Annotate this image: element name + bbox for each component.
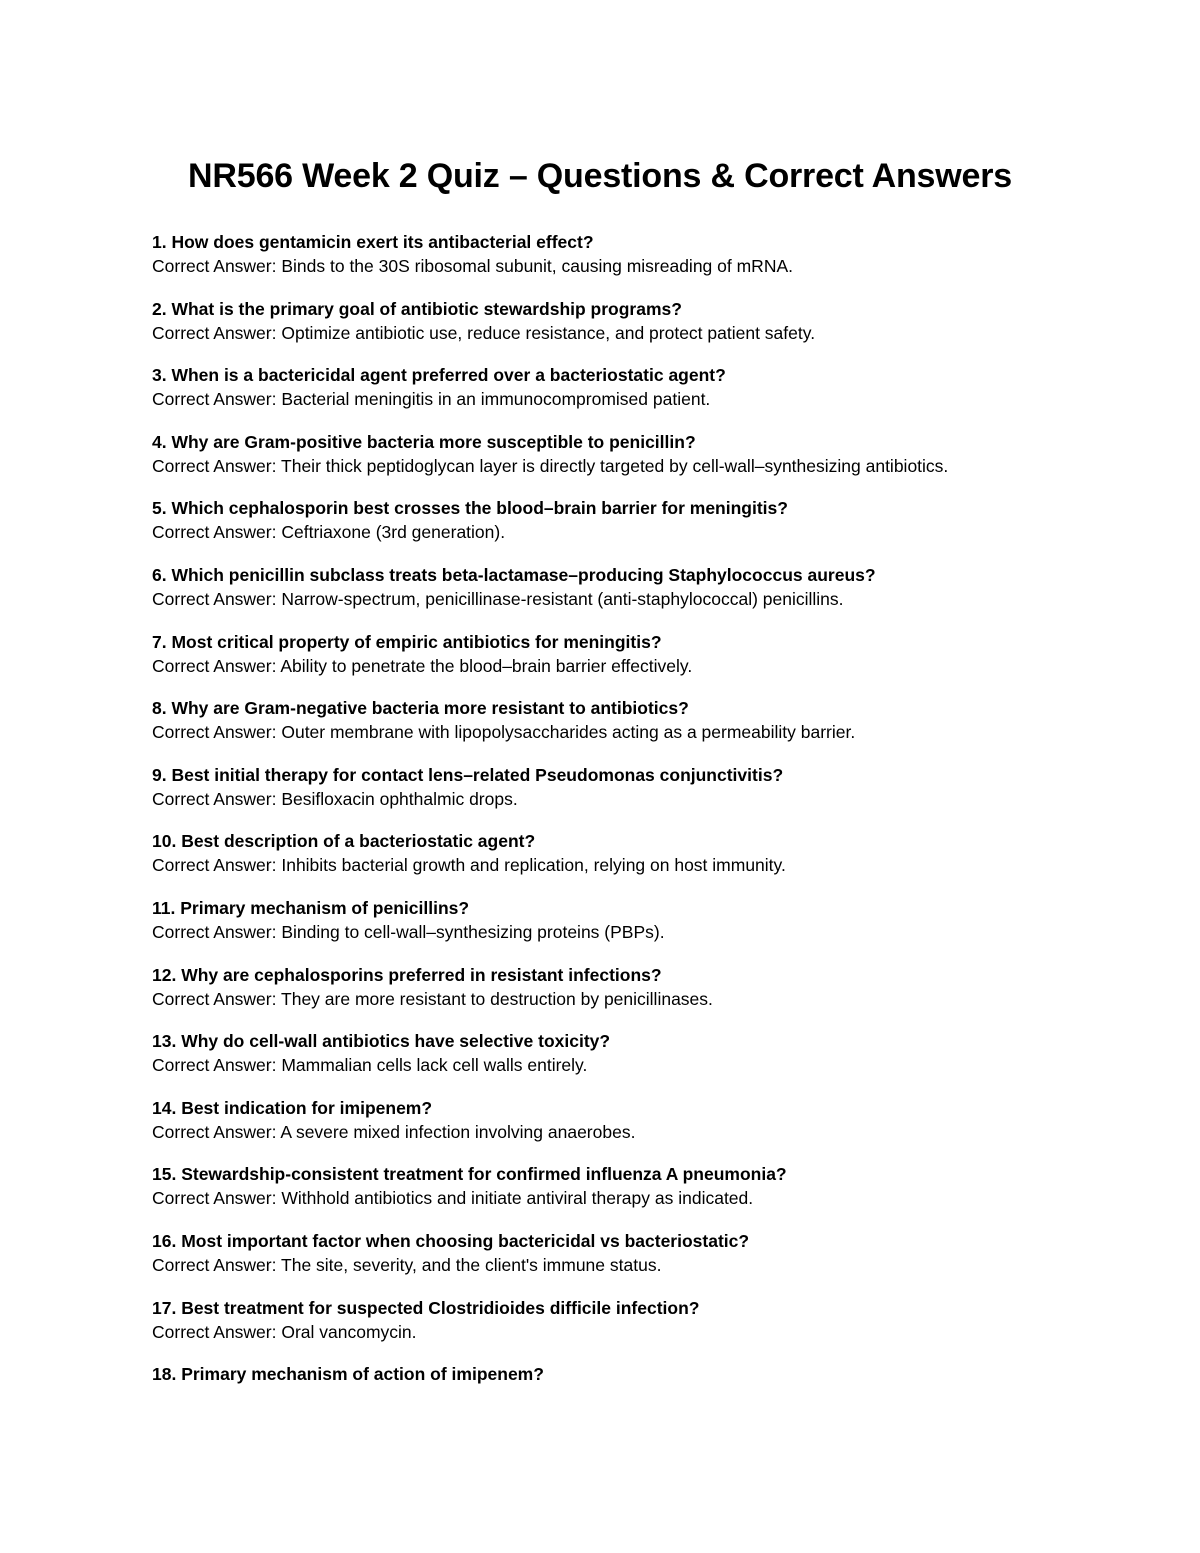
question-text: 17. Best treatment for suspected Clostridioides difficile infection?	[152, 1297, 700, 1318]
question-text: 9. Best initial therapy for contact lens–related Pseudomonas conjunctivitis?	[152, 764, 784, 785]
answer-text: Correct Answer: Outer membrane with lipopolysaccharides acting as a permeability barrier.	[152, 722, 856, 743]
answer-text: Correct Answer: Besifloxacin ophthalmic drops.	[152, 788, 518, 809]
answer-text: Correct Answer: Optimize antibiotic use, reduce resistance, and protect patient safety.	[152, 322, 816, 343]
question-text: 5. Which cephalosporin best crosses the blood–brain barrier for meningitis?	[152, 498, 788, 519]
answer-text: Correct Answer: Bacterial meningitis in an immunocompromised patient.	[152, 389, 711, 410]
answer-text: Correct Answer: Binding to cell-wall–synthesizing proteins (PBPs).	[152, 921, 665, 942]
list-item	[152, 496, 1152, 563]
answer-text: Correct Answer: Inhibits bacterial growth and replication, relying on host immunity.	[152, 855, 786, 876]
list-item	[152, 763, 1152, 830]
question-text: 4. Why are Gram-positive bacteria more susceptible to penicillin?	[152, 431, 696, 452]
answer-text: Correct Answer: They are more resistant to destruction by penicillinases.	[152, 988, 713, 1009]
question-text: 11. Primary mechanism of penicillins?	[152, 897, 470, 918]
answer-text: Correct Answer: Their thick peptidoglycan layer is directly targeted by cell-wall–synthesizing antibiotics.	[152, 455, 949, 476]
question-text: 6. Which penicillin subclass treats beta-lactamase–producing Staphylococcus aureus?	[152, 564, 876, 585]
answer-text: Correct Answer: Binds to the 30S ribosomal subunit, causing misreading of mRNA.	[152, 256, 793, 276]
question-text: 1. How does gentamicin exert its antibacterial effect?	[152, 232, 594, 252]
list-item	[152, 430, 1152, 497]
answer-text: Correct Answer: Narrow-spectrum, penicillinase-resistant (anti-staphylococcal) penicillins.	[152, 588, 844, 609]
question-text: 10. Best description of a bacteriostatic agent?	[152, 831, 536, 852]
question-text: 3. When is a bactericidal agent preferred over a bacteriostatic agent?	[152, 365, 726, 386]
question-text: 12. Why are cephalosporins preferred in resistant infections?	[152, 964, 662, 985]
answer-text: Correct Answer: Withhold antibiotics and initiate antiviral therapy as indicated.	[152, 1188, 754, 1209]
list-item	[152, 630, 1152, 697]
question-text: 13. Why do cell-wall antibiotics have selective toxicity?	[152, 1031, 611, 1052]
question-text: 18. Primary mechanism of action of imipenem?	[152, 1364, 544, 1385]
list-item	[152, 1296, 1152, 1363]
list-item	[152, 963, 1152, 1030]
answer-text: Correct Answer: Ability to penetrate the blood–brain barrier effectively.	[152, 655, 693, 676]
page-title: NR566 Week 2 Quiz – Questions & Correct Answers	[188, 157, 1012, 195]
list-item	[152, 563, 1152, 630]
question-list	[152, 230, 1152, 1429]
answer-text: Correct Answer: Oral vancomycin.	[152, 1321, 417, 1342]
list-item	[152, 1096, 1152, 1163]
answer-text: Correct Answer: A severe mixed infection involving anaerobes.	[152, 1121, 636, 1142]
question-text: 15. Stewardship-consistent treatment for confirmed influenza A pneumonia?	[152, 1164, 787, 1185]
answer-text: Correct Answer: Ceftriaxone (3rd generation).	[152, 522, 506, 543]
question-text: 16. Most important factor when choosing bactericidal vs bacteriostatic?	[152, 1230, 750, 1251]
list-item	[152, 230, 1152, 297]
question-text: 7. Most critical property of empiric antibiotics for meningitis?	[152, 631, 662, 652]
list-item	[152, 829, 1152, 896]
list-item	[152, 1229, 1152, 1296]
answer-text: Correct Answer: Mammalian cells lack cell walls entirely.	[152, 1055, 588, 1076]
answer-text: Correct Answer: The site, severity, and the client's immune status.	[152, 1254, 662, 1275]
list-item	[152, 896, 1152, 963]
list-item	[152, 363, 1152, 430]
question-text: 8. Why are Gram-negative bacteria more resistant to antibiotics?	[152, 698, 689, 719]
question-text: 2. What is the primary goal of antibiotic stewardship programs?	[152, 298, 682, 319]
list-item	[152, 297, 1152, 364]
list-item	[152, 1362, 1152, 1429]
question-text: 14. Best indication for imipenem?	[152, 1097, 433, 1118]
list-item	[152, 1029, 1152, 1096]
list-item	[152, 1162, 1152, 1229]
list-item	[152, 696, 1152, 763]
